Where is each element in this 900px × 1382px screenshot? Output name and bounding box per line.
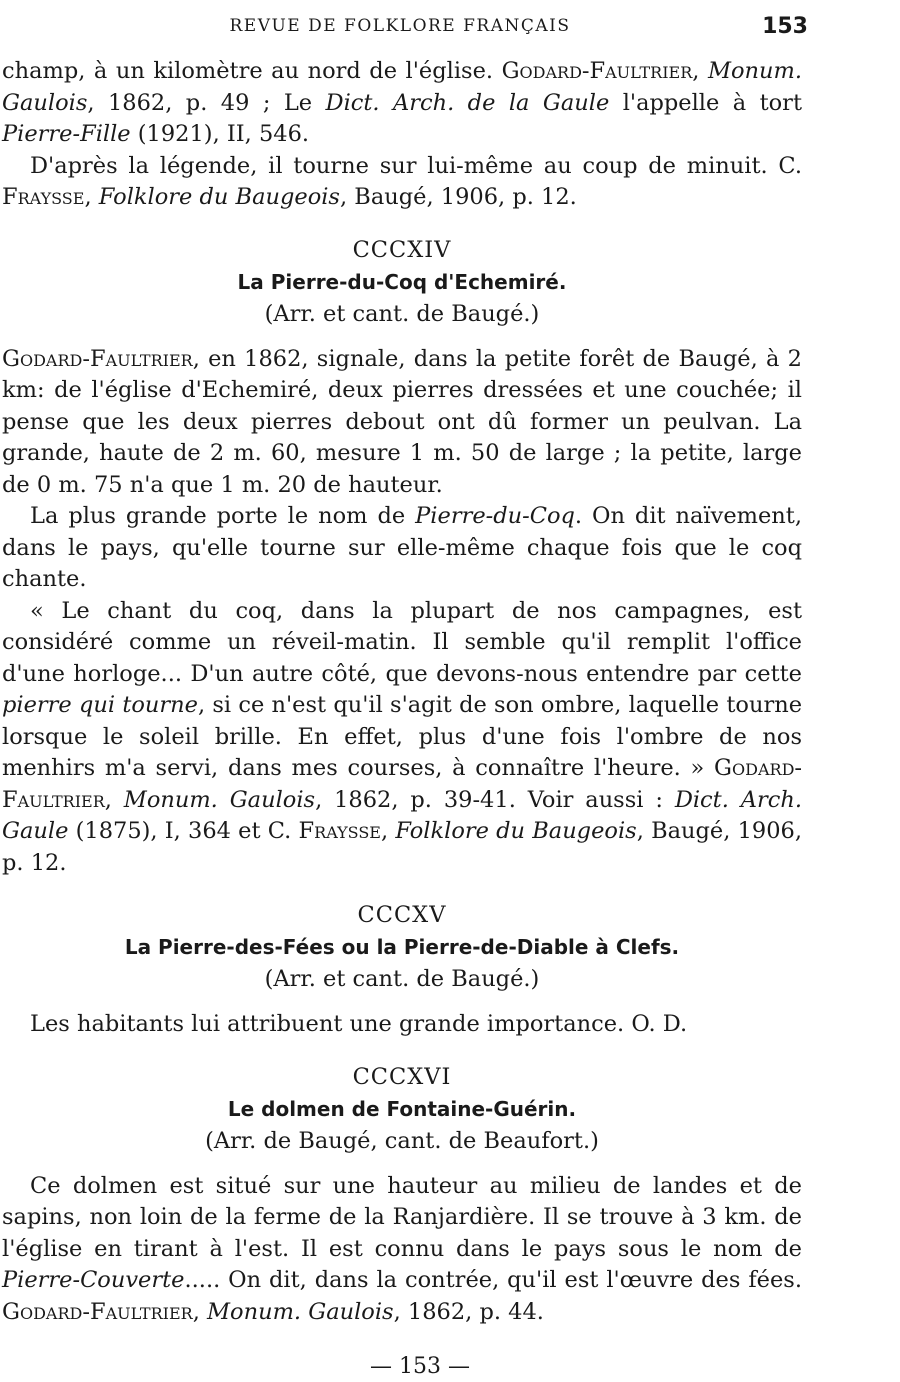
section-paragraph xyxy=(2,1009,802,1041)
text-run: , Baugé, 1906, p. 12. xyxy=(2,818,802,876)
work-title: Monum. Gaulois xyxy=(123,786,316,813)
text-run: , xyxy=(104,786,124,813)
section-number: CCCXVI xyxy=(352,1063,452,1090)
author-name: Fraysse xyxy=(298,818,381,844)
section-title: La Pierre-des-Fées ou la Pierre-de-Diable à Clefs. xyxy=(124,935,680,959)
work-title: Folklore du Baugeois xyxy=(395,818,637,844)
intro-paragraph-1 xyxy=(2,56,802,151)
page-header xyxy=(0,14,900,44)
place-name: Pierre-Couverte xyxy=(2,1267,185,1293)
work-title: Dict. Arch. Gaule xyxy=(2,786,802,844)
work-title: Monum. Gaulois xyxy=(2,58,802,116)
section-paragraph xyxy=(2,344,802,502)
section-paragraph xyxy=(2,596,802,880)
author-name: Fraysse xyxy=(2,184,85,210)
text-run: Les habitants lui attribuent une grande importance. O. D. xyxy=(30,1011,688,1037)
body-text xyxy=(2,56,802,1328)
text-run: D'après la légende, il tourne sur lui-même au coup de minuit. C. xyxy=(30,152,802,179)
text-run: champ, à un kilomètre au nord de l'église. xyxy=(2,58,502,84)
text-run: , xyxy=(192,1298,208,1325)
text-run: , en 1862, signale, dans la petite forêt de Baugé, à 2 km: de l'église d'Echemiré, deux pierres dressées et une couchée; il pense que les deux pierres debout ont dû former un peulvan. La grande, haute de 2 m. 60, mesure 1 m. 50 de large ; la petite, large de 0 m. 75 n'a que 1 m. 20 de hauteur. xyxy=(2,345,802,498)
section-location: (Arr. et cant. de Baugé.) xyxy=(264,966,540,992)
text-run: « Le chant du coq, dans la plupart de nos campagnes, est considéré comme un réveil-matin. Il semble qu'il remplit l'office d'une horloge... D'un autre côté, que devons-nous entendre par cette xyxy=(2,597,802,687)
page-folio: — 153 — xyxy=(370,1354,470,1379)
text-run: , xyxy=(380,818,396,844)
text-run: l'appelle à tort xyxy=(609,89,802,116)
quoted-term: pierre qui tourne xyxy=(2,692,198,718)
work-title: Monum. Gaulois xyxy=(207,1298,394,1325)
running-title: REVUE DE FOLKLORE FRANÇAIS xyxy=(229,16,571,36)
text-run: ..... On dit, dans la contrée, qu'il est l'œuvre des fées. xyxy=(184,1267,802,1293)
text-run: , 1862, p. 44. xyxy=(393,1298,544,1325)
text-run: , si ce n'est qu'il s'agit de son ombre, laquelle tourne lorsque le soleil brille. En effet, plus d'une fois l'ombre de nos menhirs m'a servi, dans mes courses, à connaître l'heure. » xyxy=(2,692,803,781)
author-name: Godard-Faultrier xyxy=(2,345,193,372)
section-number: CCCXV xyxy=(357,902,447,928)
text-run: , 1862, p. 39-41. Voir aussi : xyxy=(315,786,675,813)
text-run: , xyxy=(692,58,708,84)
work-title: Folklore du Baugeois xyxy=(98,184,340,210)
section-number: CCCXIV xyxy=(352,236,452,263)
section-title: Le dolmen de Fontaine-Guérin. xyxy=(227,1096,577,1121)
text-run: (1875), I, 364 et C. xyxy=(68,818,299,844)
text-run: La plus grande porte le nom de xyxy=(30,503,416,529)
author-name: Godard-Faultrier xyxy=(501,58,693,84)
text-run: , 1862, p. 49 ; Le xyxy=(87,89,326,116)
section-location: (Arr. et cant. de Baugé.) xyxy=(264,300,540,327)
section-location: (Arr. de Baugé, cant. de Beaufort.) xyxy=(205,1127,599,1154)
section-paragraph xyxy=(2,1171,802,1329)
section-paragraph xyxy=(2,501,802,596)
text-run: Ce dolmen est situé sur une hauteur au milieu de landes et de sapins, non loin de la ferme de la Ranjardière. Il se trouve à 3 km. de l'église en tirant à l'est. Il est connu dans le pays sous le nom de xyxy=(2,1172,802,1262)
work-title: Dict. Arch. de la Gaule xyxy=(325,89,610,116)
text-run: , xyxy=(84,184,99,210)
section-title: La Pierre-du-Coq d'Echemiré. xyxy=(237,269,567,294)
author-name: Godard-Faultrier xyxy=(2,755,802,813)
author-name: Godard-Faultrier xyxy=(2,1298,193,1325)
text-run: , Baugé, 1906, p. 12. xyxy=(339,184,577,210)
header-page-number: 153 xyxy=(762,14,808,39)
place-name: Pierre-du-Coq xyxy=(415,503,575,529)
text-run: (1921), II, 546. xyxy=(130,121,310,147)
text-run: . On dit naïvement, dans le pays, qu'elle tourne sur elle-même chaque fois que le coq chante. xyxy=(2,503,802,592)
intro-paragraph-2 xyxy=(2,151,802,214)
place-name: Pierre-Fille xyxy=(2,121,131,147)
